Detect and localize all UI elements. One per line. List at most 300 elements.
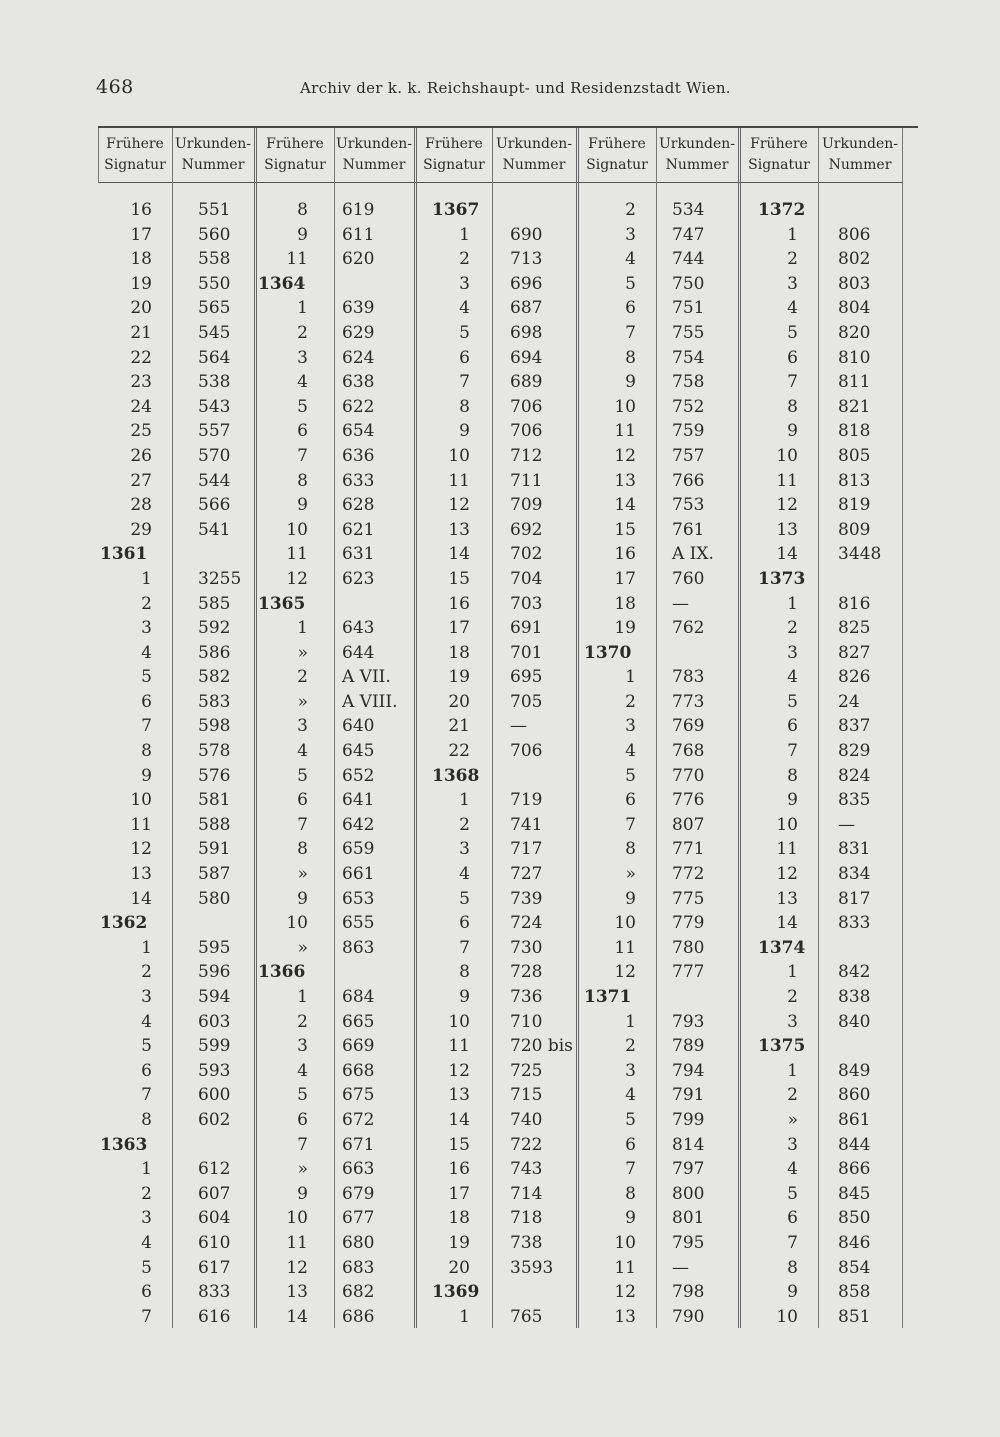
nummer-cell: 775 <box>672 888 705 909</box>
nummer-cell: 795 <box>672 1232 705 1253</box>
nummer-cell: 629 <box>342 322 375 343</box>
nummer-cell: 724 <box>510 913 543 934</box>
nummer-cell: 684 <box>342 987 375 1007</box>
signatur-cell: 7 <box>141 716 152 737</box>
signatur-cell: 11 <box>286 249 308 270</box>
nummer-cell: 565 <box>198 298 231 319</box>
signatur-cell: 8 <box>787 1257 798 1278</box>
signatur-cell: 19 <box>614 618 636 639</box>
year-heading: 1372 <box>758 200 806 220</box>
signatur-cell: 9 <box>625 888 636 909</box>
signatur-cell: 8 <box>625 839 636 860</box>
nummer-cell: 3448 <box>838 544 882 565</box>
signatur-cell: 11 <box>286 1232 308 1253</box>
nummer-cell: 725 <box>510 1060 543 1081</box>
nummer-cell: 794 <box>672 1060 705 1081</box>
signatur-cell: 7 <box>625 322 636 343</box>
nummer-cell: 566 <box>198 495 231 516</box>
signatur-cell: 8 <box>625 347 636 368</box>
signatur-cell: 21 <box>130 322 152 343</box>
signatur-cell: 6 <box>787 716 798 737</box>
nummer-cell: 543 <box>198 396 231 417</box>
year-heading: 1370 <box>584 642 632 663</box>
signatur-cell: 14 <box>448 1109 470 1130</box>
signatur-cell: 3 <box>459 839 470 860</box>
signatur-cell: 12 <box>614 1282 636 1303</box>
nummer-cell: 801 <box>672 1208 705 1229</box>
header-urkunden-nummer: Urkunden- Nummer <box>495 136 572 173</box>
nummer-cell: 765 <box>510 1306 543 1327</box>
nummer-cell: 754 <box>672 347 705 368</box>
column-divider <box>172 128 173 1328</box>
signatur-cell: 5 <box>297 396 308 417</box>
nummer-cell: 846 <box>838 1232 871 1253</box>
nummer-cell: 810 <box>838 347 871 368</box>
nummer-cell: 740 <box>510 1109 543 1130</box>
signatur-cell: 9 <box>459 987 470 1007</box>
signatur-cell: 11 <box>776 470 798 491</box>
nummer-cell: 24 <box>838 691 860 712</box>
nummer-cell <box>672 985 738 1010</box>
signatur-cell: 13 <box>614 470 636 491</box>
nummer-cell: 860 <box>838 1085 871 1106</box>
signatur-cell: 2 <box>141 962 152 983</box>
signatur-cell: 5 <box>141 667 152 688</box>
nummer-cell: 831 <box>838 839 871 860</box>
nummer-cell: 722 <box>510 1134 543 1155</box>
nummer-cell: 607 <box>198 1183 231 1204</box>
nummer-cell: 586 <box>198 642 231 663</box>
nummer-cell: 820 <box>838 322 871 343</box>
nummer-cell: 600 <box>198 1085 231 1106</box>
signatur-cell: 8 <box>141 1109 152 1130</box>
signatur-cell: 1 <box>625 667 636 688</box>
signatur-cell: 1 <box>625 1011 636 1032</box>
nummer-cell: 578 <box>198 741 231 762</box>
signatur-cell: 4 <box>141 642 152 663</box>
signatur-cell: » <box>297 691 308 712</box>
signatur-cell: 1 <box>787 593 798 614</box>
nummer-cell: 719 <box>510 790 543 811</box>
signatur-cell: 1 <box>787 224 798 245</box>
signatur-cell: 11 <box>614 1257 636 1278</box>
nummer-cell: 710 <box>510 1011 543 1032</box>
signatur-cell: 8 <box>787 765 798 786</box>
signatur-cell: 12 <box>776 864 798 885</box>
signatur-cell: 4 <box>459 864 470 885</box>
signatur-cell: 25 <box>130 421 152 442</box>
year-heading: 1371 <box>584 987 632 1007</box>
running-head: Archiv der k. k. Reichshaupt- und Residenzstadt Wien. <box>300 79 731 97</box>
nummer-cell: 750 <box>672 273 705 294</box>
nummer-cell: 617 <box>198 1257 231 1278</box>
nummer-cell: 550 <box>198 273 231 294</box>
nummer-cell: — <box>672 593 689 614</box>
nummer-cell: 538 <box>198 372 231 393</box>
nummer-cell: 824 <box>838 765 871 786</box>
year-heading: 1373 <box>758 568 806 589</box>
nummer-cell: 714 <box>510 1183 543 1204</box>
group-divider <box>576 128 579 1328</box>
signatur-cell: 14 <box>776 913 798 934</box>
signatur-cell: 9 <box>787 421 798 442</box>
header-urkunden-nummer: Urkunden- Nummer <box>335 136 412 173</box>
nummer-cell: 701 <box>510 642 543 663</box>
signatur-cell: 29 <box>130 519 152 540</box>
nummer-cell: 776 <box>672 790 705 811</box>
signatur-cell: 8 <box>141 741 152 762</box>
signatur-cell: 10 <box>614 1232 636 1253</box>
signatur-cell: 12 <box>130 839 152 860</box>
nummer-cell: 690 <box>510 224 543 245</box>
signatur-cell: 20 <box>448 1257 470 1278</box>
group-divider <box>738 128 741 1328</box>
nummer-cell: 692 <box>510 519 543 540</box>
signatur-cell: 5 <box>141 1036 152 1057</box>
signatur-cell: 14 <box>776 544 798 565</box>
nummer-cell: 805 <box>838 445 871 466</box>
signatur-cell: 18 <box>130 249 152 270</box>
signatur-cell: 3 <box>141 1208 152 1229</box>
nummer-cell: 616 <box>198 1306 231 1327</box>
nummer-cell: 780 <box>672 937 705 958</box>
signatur-cell: 2 <box>297 322 308 343</box>
nummer-cell: 728 <box>510 962 543 983</box>
signatur-cell: 7 <box>141 1085 152 1106</box>
nummer-cell: 825 <box>838 618 871 639</box>
nummer-cell: 747 <box>672 224 705 245</box>
nummer-cell: 793 <box>672 1011 705 1032</box>
nummer-cell: 730 <box>510 937 543 958</box>
nummer-cell: 624 <box>342 347 375 368</box>
signatur-cell: 6 <box>297 1109 308 1130</box>
nummer-cell: 654 <box>342 421 375 442</box>
signatur-cell: 9 <box>787 790 798 811</box>
signatur-cell: 5 <box>297 1085 308 1106</box>
nummer-cell: 582 <box>198 667 231 688</box>
signatur-cell: 10 <box>776 445 798 466</box>
nummer-cell: 711 <box>510 470 543 491</box>
signatur-cell: 15 <box>448 568 470 589</box>
nummer-column-2 <box>342 198 414 1329</box>
group-divider <box>414 128 417 1328</box>
nummer-cell: 591 <box>198 839 231 860</box>
nummer-cell: 668 <box>342 1060 375 1081</box>
nummer-cell: 604 <box>198 1208 231 1229</box>
signatur-cell: 8 <box>625 1183 636 1204</box>
nummer-cell: 659 <box>342 839 375 860</box>
signatur-column-5 <box>758 198 806 1329</box>
nummer-cell: 695 <box>510 667 543 688</box>
signatur-column-3 <box>432 198 480 1329</box>
signatur-cell: 4 <box>141 1011 152 1032</box>
nummer-cell: 682 <box>342 1282 375 1303</box>
nummer-cell: 588 <box>198 814 231 835</box>
signatur-cell: 13 <box>776 519 798 540</box>
nummer-cell: 621 <box>342 519 375 540</box>
signatur-cell: 5 <box>625 1109 636 1130</box>
signatur-cell: 18 <box>448 1208 470 1229</box>
signatur-cell: 8 <box>787 396 798 417</box>
nummer-cell: 694 <box>510 347 543 368</box>
nummer-cell <box>838 198 902 223</box>
nummer-cell: 599 <box>198 1036 231 1057</box>
signatur-cell: 12 <box>286 568 308 589</box>
nummer-cell: 709 <box>510 495 543 516</box>
nummer-cell: 809 <box>838 519 871 540</box>
signatur-cell: 8 <box>297 839 308 860</box>
signatur-cell: 5 <box>141 1257 152 1278</box>
header-fruhere-signatur: Frühere Signatur <box>586 136 648 173</box>
nummer-cell: 665 <box>342 1011 375 1032</box>
nummer-cell: 866 <box>838 1159 871 1180</box>
nummer-cell: 570 <box>198 445 231 466</box>
nummer-cell: 760 <box>672 568 705 589</box>
nummer-cell: 766 <box>672 470 705 491</box>
signatur-cell: 5 <box>787 1183 798 1204</box>
nummer-cell: 791 <box>672 1085 705 1106</box>
signatur-cell: 4 <box>297 741 308 762</box>
nummer-cell: 645 <box>342 741 375 762</box>
signatur-cell: 19 <box>130 273 152 294</box>
nummer-cell: 854 <box>838 1257 871 1278</box>
nummer-cell: 644 <box>342 642 375 663</box>
nummer-cell: 717 <box>510 839 543 860</box>
signatur-cell: 3 <box>787 1134 798 1155</box>
nummer-cell: 679 <box>342 1183 375 1204</box>
nummer-cell: 594 <box>198 987 231 1007</box>
nummer-cell: 744 <box>672 249 705 270</box>
signatur-cell: 11 <box>614 937 636 958</box>
signatur-cell: 18 <box>448 642 470 663</box>
nummer-cell: 769 <box>672 716 705 737</box>
signatur-cell: 1 <box>459 224 470 245</box>
nummer-cell: 687 <box>510 298 543 319</box>
nummer-cell: 753 <box>672 495 705 516</box>
table-edge-right <box>902 128 903 1328</box>
nummer-cell: 833 <box>198 1282 231 1303</box>
signatur-cell: 5 <box>297 765 308 786</box>
signatur-cell: 10 <box>448 1011 470 1032</box>
nummer-cell: 592 <box>198 618 231 639</box>
nummer-cell: 826 <box>838 667 871 688</box>
header-urkunden-nummer: Urkunden- Nummer <box>658 136 735 173</box>
nummer-cell: 702 <box>510 544 543 565</box>
nummer-cell: 706 <box>510 396 543 417</box>
nummer-cell: 704 <box>510 568 543 589</box>
signatur-cell: 7 <box>625 814 636 835</box>
nummer-column-1 <box>198 198 254 1329</box>
signatur-cell: 23 <box>130 372 152 393</box>
nummer-cell: 622 <box>342 396 375 417</box>
nummer-cell: 771 <box>672 839 705 860</box>
signatur-cell: 1 <box>459 1306 470 1327</box>
nummer-cell: 680 <box>342 1232 375 1253</box>
signatur-cell: 4 <box>787 1159 798 1180</box>
nummer-cell: 642 <box>342 814 375 835</box>
header-fruhere-signatur: Frühere Signatur <box>104 136 166 173</box>
nummer-cell: 652 <box>342 765 375 786</box>
signatur-cell: 5 <box>625 765 636 786</box>
signatur-cell: 2 <box>297 667 308 688</box>
nummer-cell: 736 <box>510 987 543 1007</box>
nummer-cell: 835 <box>838 790 871 811</box>
nummer-cell: 804 <box>838 298 871 319</box>
signatur-cell: 14 <box>286 1306 308 1327</box>
nummer-cell: 544 <box>198 470 231 491</box>
signatur-cell: 3 <box>141 987 152 1007</box>
year-heading: 1367 <box>432 200 480 220</box>
year-heading: 1368 <box>432 765 480 786</box>
nummer-cell: 610 <box>198 1232 231 1253</box>
nummer-cell: 669 <box>342 1036 375 1057</box>
signatur-cell: 2 <box>625 1036 636 1057</box>
signatur-cell: 4 <box>297 372 308 393</box>
nummer-cell: 611 <box>342 224 375 245</box>
signatur-cell: 4 <box>297 1060 308 1081</box>
signatur-column-1 <box>100 198 152 1329</box>
signatur-cell: 4 <box>459 298 470 319</box>
signatur-cell: 2 <box>787 1085 798 1106</box>
nummer-cell: 602 <box>198 1109 231 1130</box>
signatur-cell: 28 <box>130 495 152 516</box>
nummer-cell: 705 <box>510 691 543 712</box>
nummer-cell: 628 <box>342 495 375 516</box>
signatur-cell: 1 <box>787 962 798 983</box>
nummer-cell: 773 <box>672 691 705 712</box>
nummer-cell: 696 <box>510 273 543 294</box>
signatur-cell: 4 <box>787 298 798 319</box>
signatur-cell: 10 <box>614 396 636 417</box>
nummer-cell: 849 <box>838 1060 871 1081</box>
year-heading: 1365 <box>258 593 306 614</box>
nummer-cell: 593 <box>198 1060 231 1081</box>
nummer-cell: 576 <box>198 765 231 786</box>
signatur-cell: 1 <box>297 618 308 639</box>
nummer-cell: 671 <box>342 1134 375 1155</box>
nummer-cell: 715 <box>510 1085 543 1106</box>
signatur-cell: 7 <box>297 445 308 466</box>
nummer-cell <box>838 567 902 592</box>
signatur-cell: 17 <box>448 618 470 639</box>
nummer-cell: 623 <box>342 568 375 589</box>
signatur-cell: 10 <box>286 1208 308 1229</box>
nummer-cell: 829 <box>838 741 871 762</box>
signatur-cell: 12 <box>286 1257 308 1278</box>
signatur-cell: 12 <box>776 495 798 516</box>
signatur-cell: 10 <box>130 790 152 811</box>
signatur-cell: 10 <box>448 445 470 466</box>
nummer-cell: 803 <box>838 273 871 294</box>
header-rule <box>98 182 902 183</box>
signatur-cell: 12 <box>448 1060 470 1081</box>
nummer-cell: 3255 <box>198 568 242 589</box>
signatur-cell: 9 <box>625 1208 636 1229</box>
signatur-cell: 13 <box>614 1306 636 1327</box>
signatur-cell: 2 <box>787 618 798 639</box>
signatur-cell: 1 <box>141 937 152 958</box>
signatur-cell: » <box>297 642 308 663</box>
nummer-cell: 3593 <box>510 1257 554 1278</box>
nummer-cell: 842 <box>838 962 871 983</box>
nummer-cell: 581 <box>198 790 231 811</box>
signatur-cell: 2 <box>297 1011 308 1032</box>
year-heading: 1361 <box>100 544 148 565</box>
signatur-cell: 2 <box>625 200 636 220</box>
nummer-cell: 834 <box>838 864 871 885</box>
signatur-cell: 21 <box>448 716 470 737</box>
signatur-cell: 9 <box>787 1282 798 1303</box>
nummer-cell: 798 <box>672 1282 705 1303</box>
signatur-cell: 6 <box>297 790 308 811</box>
signatur-cell: 15 <box>448 1134 470 1155</box>
nummer-cell: 713 <box>510 249 543 270</box>
nummer-cell: 738 <box>510 1232 543 1253</box>
signatur-cell: 16 <box>130 200 152 220</box>
column-divider <box>492 128 493 1328</box>
signatur-cell: 6 <box>141 691 152 712</box>
signatur-cell: 6 <box>141 1282 152 1303</box>
nummer-cell: 802 <box>838 249 871 270</box>
nummer-cell: 712 <box>510 445 543 466</box>
nummer-cell: 557 <box>198 421 231 442</box>
nummer-cell: 596 <box>198 962 231 983</box>
nummer-cell: 743 <box>510 1159 543 1180</box>
signatur-cell: 4 <box>625 741 636 762</box>
nummer-cell: 585 <box>198 593 231 614</box>
nummer-cell: 689 <box>510 372 543 393</box>
signatur-cell: 11 <box>614 421 636 442</box>
nummer-cell: 858 <box>838 1282 871 1303</box>
signatur-cell: 5 <box>787 322 798 343</box>
nummer-cell: 672 <box>342 1109 375 1130</box>
nummer-cell: 741 <box>510 814 543 835</box>
year-heading: 1363 <box>100 1134 148 1155</box>
signatur-cell: 14 <box>448 544 470 565</box>
nummer-cell: 861 <box>838 1109 871 1130</box>
nummer-cell: 779 <box>672 913 705 934</box>
nummer-cell: 677 <box>342 1208 375 1229</box>
signatur-cell: » <box>787 1109 798 1130</box>
signatur-cell: 2 <box>787 987 798 1007</box>
signatur-cell: 12 <box>614 962 636 983</box>
nummer-cell: 845 <box>838 1183 871 1204</box>
signatur-cell: 8 <box>297 470 308 491</box>
nummer-cell: 827 <box>838 642 871 663</box>
nummer-cell: 703 <box>510 593 543 614</box>
nummer-cell: 655 <box>342 913 375 934</box>
signatur-cell: 1 <box>459 790 470 811</box>
nummer-cell: 759 <box>672 421 705 442</box>
signatur-cell: 3 <box>787 273 798 294</box>
signatur-cell: 5 <box>787 691 798 712</box>
nummer-cell: 587 <box>198 864 231 885</box>
signatur-cell: 7 <box>787 741 798 762</box>
signatur-cell: 3 <box>625 716 636 737</box>
column-divider <box>656 128 657 1328</box>
nummer-cell: 564 <box>198 347 231 368</box>
nummer-cell <box>198 542 254 567</box>
signatur-cell: 13 <box>130 864 152 885</box>
signatur-cell: 7 <box>787 1232 798 1253</box>
header-urkunden-nummer: Urkunden- Nummer <box>174 136 251 173</box>
nummer-cell: — <box>838 814 855 835</box>
nummer-cell: 790 <box>672 1306 705 1327</box>
nummer-cell <box>198 911 254 936</box>
signatur-cell: 4 <box>141 1232 152 1253</box>
nummer-cell: — <box>510 716 527 737</box>
year-heading: 1362 <box>100 913 148 934</box>
